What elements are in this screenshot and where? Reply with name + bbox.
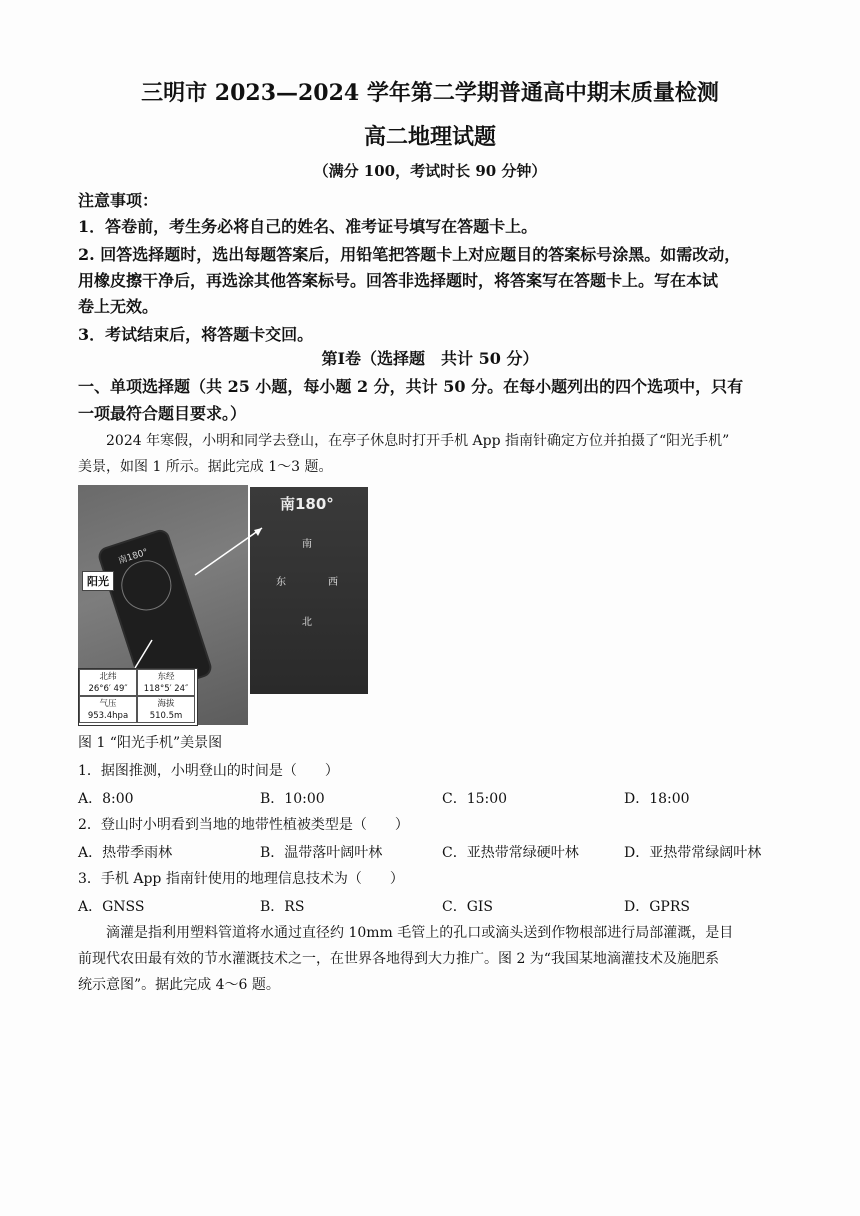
altitude-label: 海拔 [157,699,175,709]
part-instructions-line-1: 一、单项选择题（共 25 小题，每小题 2 分，共计 50 分。在每小题列出的四个选项中，只有 [78,377,744,396]
q3-option-b: B．RS [260,899,305,915]
pressure-label: 气压 [99,699,117,709]
pressure-value: 953.4hpa [87,711,129,721]
q2-option-b: B．温带落叶阔叶林 [260,845,383,861]
question-2-stem: 2．登山时小明看到当地的地带性植被类型是（ ） [78,817,409,833]
compass-north: 北 [302,617,312,628]
section-title: 第Ⅰ卷（选择题 共计 50 分） [321,349,539,368]
intro-2-line-3: 统示意图”。据此完成 4～6 题。 [78,977,280,993]
question-1-stem: 1．据图推测，小明登山的时间是（ ） [78,763,339,779]
notice-heading: 注意事项： [78,191,159,210]
compass-west: 西 [328,577,338,588]
notice-item-1: 1．答卷前，考生务必将自己的姓名、准考证号填写在答题卡上。 [78,217,538,236]
exam-score-note: （满分 100，考试时长 90 分钟） [313,162,547,180]
notice-item-2-line-2: 用橡皮擦干净后，再选涂其他答案标号。回答非选择题时，将答案写在答题卡上。写在本试 [78,271,719,290]
q1-option-c: C．15:00 [442,791,508,807]
exam-title: 三明市 2023—2024 学年第二学期普通高中期末质量检测 [141,80,719,106]
compass-east: 东 [276,577,286,588]
notice-item-2-line-1: 2. 回答选择题时，选出每题答案后，用铅笔把答题卡上对应题目的答案标号涂黑。如需改动， [78,245,741,264]
intro-2-line-1: 滴灌是指利用塑料管道将水通过直径约 10mm 毛管上的孔口或滴头送到作物根部进行局部灌溉，是目 [106,925,734,941]
intro-2-line-2: 前现代农田最有效的节水灌溉技术之一，在世界各地得到大力推广。图 2 为“我国某地滴灌技术及施肥系 [78,951,719,967]
latitude-cell [79,669,137,696]
altitude-value: 510.5m [149,711,183,721]
compass-heading: 南180° [280,495,334,513]
longitude-label: 东经 [157,672,175,682]
pressure-cell [79,696,137,723]
coordinate-table [78,668,198,726]
longitude-value: 118°5′ 24″ [143,684,189,694]
q1-option-d: D．18:00 [624,791,690,807]
notice-item-2-line-3: 卷上无效。 [78,297,159,316]
intro-1-line-2: 美景，如图 1 所示。据此完成 1～3 题。 [78,459,333,475]
q3-option-c: C．GIS [442,899,494,915]
q3-option-d: D．GPRS [624,899,690,915]
q1-option-b: B．10:00 [260,791,325,807]
intro-1-line-1: 2024 年寒假，小明和同学去登山，在亭子休息时打开手机 App 指南针确定方位并拍摄了“阳光手机” [106,433,730,449]
sunlight-label: 阳光 [82,571,114,591]
q2-option-a: A．热带季雨林 [78,845,173,861]
q2-option-d: D．亚热带常绿阔叶林 [624,845,762,861]
zoom-arrow-line [195,528,262,575]
q3-option-a: A．GNSS [78,899,145,915]
longitude-cell [137,669,195,696]
table-arrow-line [135,640,152,668]
latitude-value: 26°6′ 49″ [88,684,128,694]
figure-1-caption: 图 1 “阳光手机”美景图 [78,735,223,751]
notice-item-3: 3．考试结束后，将答题卡交回。 [78,325,314,344]
q2-option-c: C．亚热带常绿硬叶林 [442,845,579,861]
q1-option-a: A．8:00 [78,791,134,807]
altitude-cell [137,696,195,723]
latitude-label: 北纬 [99,672,117,682]
part-instructions-line-2: 一项最符合题目要求。） [78,404,247,423]
question-3-stem: 3．手机 App 指南针使用的地理信息技术为（ ） [78,871,404,887]
exam-subtitle: 高二地理试题 [363,124,496,150]
phone-compass-reading: 南180° [117,547,150,567]
compass-south: 南 [302,539,312,550]
